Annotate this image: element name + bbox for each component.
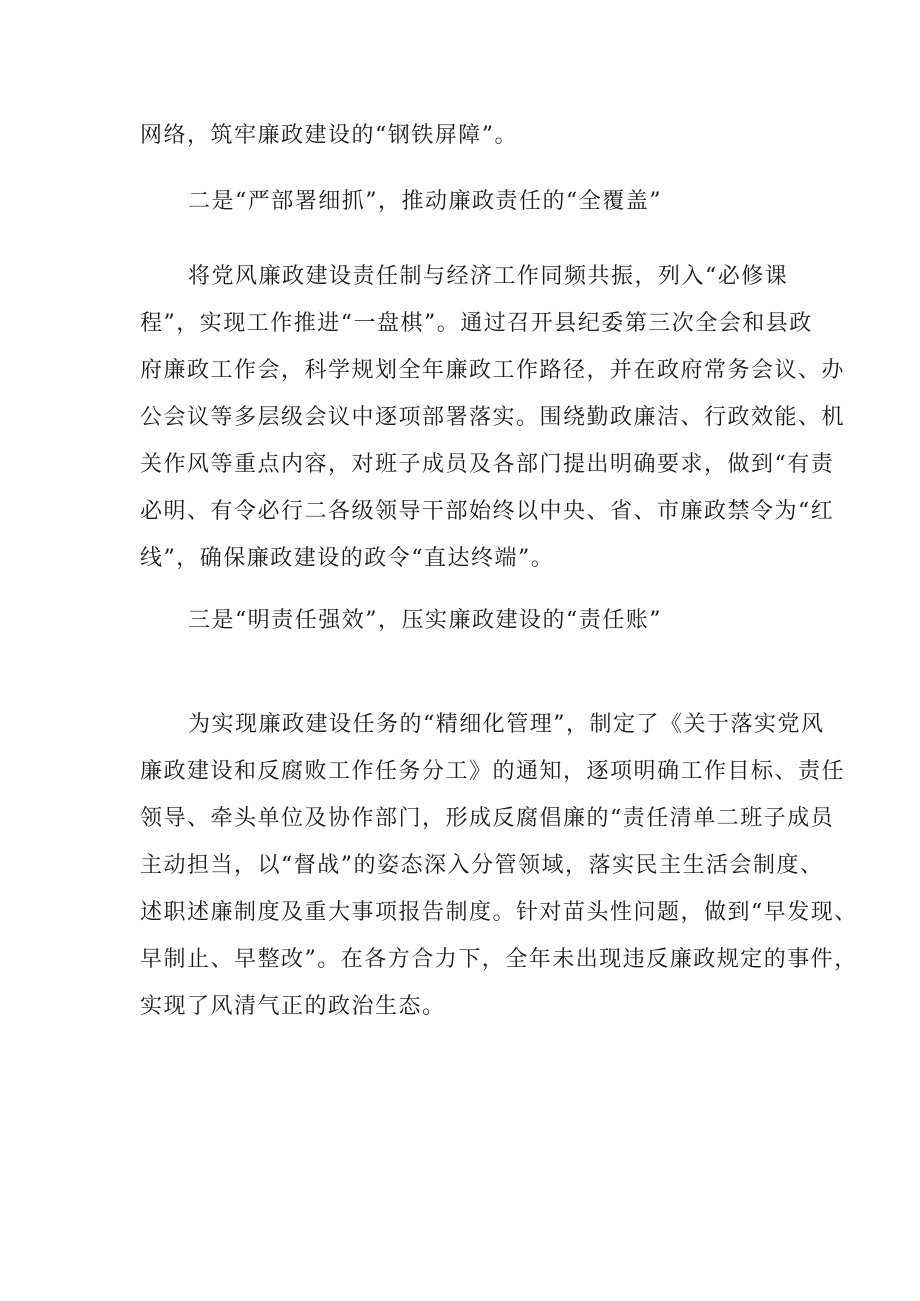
paragraph-line: 程”，实现工作推进“一盘棋”。通过召开县纪委第三次全会和县政	[140, 311, 813, 336]
section-heading: 三是“明责任强效”，压实廉政建设的“责任账”	[188, 608, 662, 633]
paragraph-line: 必明、有令必行二各级领导干部始终以中央、省、市廉政禁令为“红	[140, 499, 835, 524]
paragraph-line: 早制止、早整改”。在各方合力下，全年未出现违反廉政规定的事件，	[140, 947, 858, 972]
paragraph-line: 关作风等重点内容，对班子成员及各部门提出明确要求，做到“有责	[140, 452, 835, 477]
paragraph-line: 公会议等多层级会议中逐项部署落实。围绕勤政廉洁、行政效能、机	[140, 405, 846, 430]
paragraph-line: 将党风廉政建设责任制与经济工作同频共振，列入“必修课	[188, 264, 789, 289]
paragraph-line: 主动担当，以“督战”的姿态深入分管领域，落实民主生活会制度、	[140, 853, 824, 878]
paragraph-line: 述职述廉制度及重大事项报告制度。针对苗头性问题，做到“早发现、	[140, 900, 858, 925]
paragraph-line: 为实现廉政建设任务的“精细化管理”，制定了《关于落实党风	[188, 712, 825, 737]
continuation-line: 网络，筑牢廉政建设的“钢铁屏障”。	[140, 123, 518, 148]
paragraph-line: 廉政建设和反腐败工作任务分工》的通知，逐项明确工作目标、责任	[140, 759, 846, 784]
paragraph-line: 实现了风清气正的政治生态。	[140, 994, 446, 1019]
paragraph-line: 线”，确保廉政建设的政令“直达终端”。	[140, 546, 555, 571]
paragraph-line: 府廉政工作会，科学规划全年廉政工作路径，并在政府常务会议、办	[140, 358, 846, 383]
paragraph-line: 领导、牵头单位及协作部门，形成反腐倡廉的“责任清单二班子成员	[140, 806, 835, 831]
section-heading: 二是“严部署细抓”，推动廉政责任的“全覆盖”	[188, 189, 662, 214]
